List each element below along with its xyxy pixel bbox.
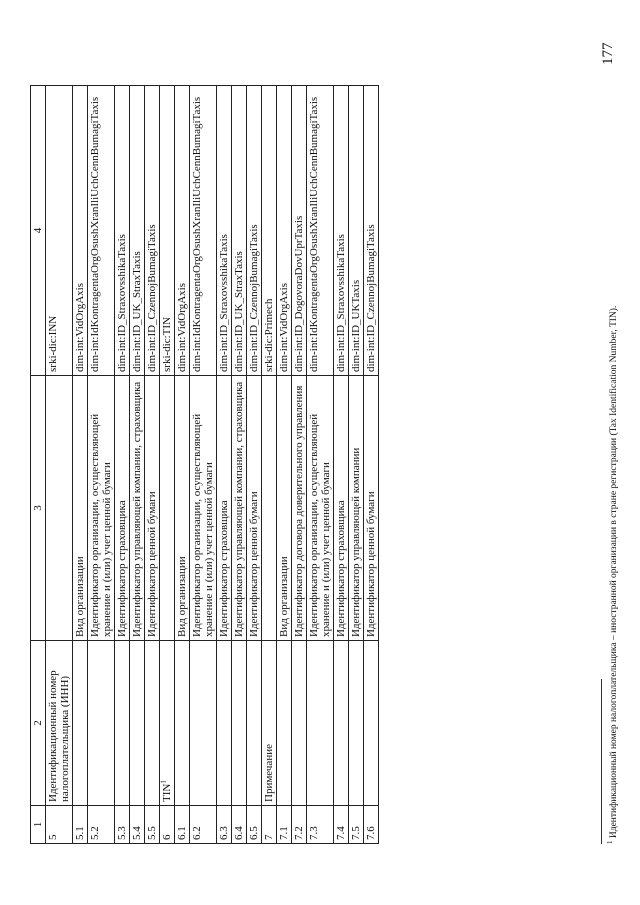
cell-text: srki-dic:TIN <box>161 317 173 372</box>
page-number: 177 <box>600 42 616 65</box>
cell-col-1 <box>307 806 334 844</box>
cell-col-2 <box>217 641 232 806</box>
cell-text: dim-int:VidOrgAxis <box>176 283 188 372</box>
table-row <box>130 86 145 844</box>
cell-col-4 <box>175 86 190 376</box>
cell-text: 6.4 <box>233 826 245 840</box>
cell-text: dim-int:ID_UK_StraxTaxis <box>131 251 143 372</box>
cell-col-1 <box>46 806 73 844</box>
cell-col-1 <box>73 806 88 844</box>
cell-col-1 <box>130 806 145 844</box>
cell-col-4 <box>115 86 130 376</box>
cell-col-2 <box>307 641 334 806</box>
table-row <box>115 86 130 844</box>
cell-text: 5.4 <box>131 826 143 840</box>
cell-col-4 <box>307 86 334 376</box>
cell-text: 6.2 <box>191 826 203 840</box>
cell-text: 5 <box>47 834 59 840</box>
cell-col-4 <box>277 86 292 376</box>
cell-text: 7.6 <box>365 826 377 840</box>
table-row <box>217 86 232 844</box>
cell-col-4 <box>349 86 364 376</box>
cell-col-4 <box>247 86 262 376</box>
cell-col-1 <box>232 806 247 844</box>
cell-text: Вид организации <box>278 556 290 637</box>
cell-col-2 <box>73 641 88 806</box>
cell-col-2 <box>145 641 160 806</box>
table-body <box>31 86 379 844</box>
footnote-ref: 1 <box>159 780 168 784</box>
cell-col-3 <box>277 376 292 641</box>
header-cell-1: 1 <box>31 806 46 844</box>
table-row <box>349 86 364 844</box>
footnote-text: Идентификационный номер налогоплательщика – иностранной организации в стране регистрации (Tax Identification Number, TIN). <box>609 305 620 839</box>
table-row <box>73 86 88 844</box>
cell-col-2 <box>349 641 364 806</box>
cell-text: Вид организации <box>74 556 86 637</box>
cell-col-1 <box>277 806 292 844</box>
table-row <box>277 86 292 844</box>
cell-col-4 <box>145 86 160 376</box>
cell-text: dim-int:ID_DogovoraDovUprTaxis <box>293 215 305 372</box>
cell-col-4 <box>232 86 247 376</box>
cell-col-3 <box>130 376 145 641</box>
table-header-row <box>31 86 46 844</box>
cell-col-2 <box>364 641 379 806</box>
cell-col-3 <box>292 376 307 641</box>
cell-col-2 <box>175 641 190 806</box>
cell-text: dim-int:ID_StraxovsshikaTaxis <box>218 234 230 372</box>
cell-col-4 <box>190 86 217 376</box>
cell-col-2 <box>277 641 292 806</box>
cell-text: TIN <box>161 783 173 802</box>
cell-col-1 <box>217 806 232 844</box>
cell-text: dim-int:VidOrgAxis <box>278 283 290 372</box>
cell-col-2 <box>334 641 349 806</box>
cell-text: dim-int:ID_StraxovsshikaTaxis <box>335 234 347 372</box>
cell-text: Идентификатор организации, осуществляющей хранение и (или) учет ценной бумаги <box>308 413 332 637</box>
header-cell-4: 4 <box>31 86 46 376</box>
table-row <box>88 86 115 844</box>
cell-col-4 <box>88 86 115 376</box>
cell-text: dim-int:IdKontragentaOrgOsushXranIliUchCennBumagiTaxis <box>191 96 203 372</box>
cell-text: 5.1 <box>74 826 86 840</box>
table-row <box>160 86 175 844</box>
cell-col-2 <box>247 641 262 806</box>
cell-text: 6 <box>161 834 173 840</box>
cell-col-3 <box>46 376 73 641</box>
cell-col-2 <box>46 641 73 806</box>
cell-text: srki-dic:Primech <box>263 298 275 372</box>
cell-text: Идентификатор управляющей компании, страховщика <box>131 381 143 637</box>
cell-col-1 <box>334 806 349 844</box>
cell-col-3 <box>160 376 175 641</box>
cell-text: Идентификатор организации, осуществляющей хранение и (или) учет ценной бумаги <box>89 413 113 637</box>
cell-text: Примечание <box>263 744 275 802</box>
footnote <box>606 104 619 844</box>
cell-col-4 <box>262 86 277 376</box>
table-row <box>307 86 334 844</box>
cell-text: Идентификатор страховщика <box>116 500 128 637</box>
cell-col-4 <box>364 86 379 376</box>
cell-col-4 <box>73 86 88 376</box>
cell-text: 6.3 <box>218 826 230 840</box>
cell-col-2 <box>232 641 247 806</box>
cell-text: Вид организации <box>176 556 188 637</box>
cell-col-2 <box>160 641 175 806</box>
header-cell-2: 2 <box>31 641 46 806</box>
cell-col-1 <box>247 806 262 844</box>
table-row <box>364 86 379 844</box>
table-row <box>190 86 217 844</box>
cell-text: 7.2 <box>293 826 305 840</box>
cell-text: dim-int:ID_CzennojBumagiTaxis <box>365 224 377 372</box>
cell-text: Идентификатор ценной бумаги <box>248 491 260 637</box>
cell-col-1 <box>145 806 160 844</box>
cell-col-4 <box>46 86 73 376</box>
cell-text: dim-int:ID_UKTaxis <box>350 279 362 372</box>
cell-col-3 <box>88 376 115 641</box>
cell-text: Идентификатор договора доверительного управления <box>293 385 305 637</box>
cell-col-3 <box>73 376 88 641</box>
table-row <box>145 86 160 844</box>
cell-text: dim-int:ID_CzennojBumagiTaxis <box>146 224 158 372</box>
cell-col-3 <box>307 376 334 641</box>
cell-text: Идентификатор управляющей компании <box>350 447 362 637</box>
footnote-mark: 1 <box>606 840 614 844</box>
cell-text: dim-int:ID_StraxovsshikaTaxis <box>116 234 128 372</box>
cell-col-2 <box>130 641 145 806</box>
cell-col-1 <box>262 806 277 844</box>
cell-col-4 <box>334 86 349 376</box>
cell-col-3 <box>349 376 364 641</box>
cell-col-3 <box>364 376 379 641</box>
cell-text: Идентификатор ценной бумаги <box>365 491 377 637</box>
cell-text: 5.5 <box>146 826 158 840</box>
data-table <box>30 85 379 844</box>
table-row <box>175 86 190 844</box>
table-row <box>247 86 262 844</box>
cell-col-4 <box>292 86 307 376</box>
table-row <box>334 86 349 844</box>
cell-text: 7.3 <box>308 826 320 840</box>
table-row <box>232 86 247 844</box>
cell-col-3 <box>262 376 277 641</box>
cell-text: 5.2 <box>89 826 101 840</box>
table-row <box>46 86 73 844</box>
cell-text: Идентификатор управляющей компании, страховщика <box>233 381 245 637</box>
cell-col-2 <box>190 641 217 806</box>
cell-col-3 <box>145 376 160 641</box>
cell-col-4 <box>160 86 175 376</box>
table-row <box>292 86 307 844</box>
cell-col-3 <box>247 376 262 641</box>
cell-col-3 <box>175 376 190 641</box>
cell-text: dim-int:VidOrgAxis <box>74 283 86 372</box>
cell-text: dim-int:IdKontragentaOrgOsushXranIliUchCennBumagiTaxis <box>89 96 101 372</box>
cell-text: 7.1 <box>278 826 290 840</box>
cell-text: Идентификатор страховщика <box>335 500 347 637</box>
footnote-rule <box>601 679 602 844</box>
cell-text: dim-int:ID_CzennojBumagiTaxis <box>248 224 260 372</box>
cell-text: 6.5 <box>248 826 260 840</box>
cell-col-3 <box>232 376 247 641</box>
cell-col-2 <box>115 641 130 806</box>
cell-text: dim-int:IdKontragentaOrgOsushXranIliUchCennBumagiTaxis <box>308 96 320 372</box>
cell-text: Идентификатор ценной бумаги <box>146 491 158 637</box>
cell-text: Идентификационный номер налогоплательщика (ИНН) <box>47 670 71 802</box>
cell-col-3 <box>217 376 232 641</box>
cell-col-1 <box>190 806 217 844</box>
cell-col-3 <box>190 376 217 641</box>
cell-text: Идентификатор страховщика <box>218 500 230 637</box>
cell-text: 5.3 <box>116 826 128 840</box>
table-row <box>262 86 277 844</box>
cell-text: Идентификатор организации, осуществляющей хранение и (или) учет ценной бумаги <box>191 413 215 637</box>
cell-col-1 <box>175 806 190 844</box>
cell-text: 7.4 <box>335 826 347 840</box>
header-cell-3: 3 <box>31 376 46 641</box>
cell-col-2 <box>292 641 307 806</box>
cell-col-1 <box>349 806 364 844</box>
cell-col-1 <box>88 806 115 844</box>
cell-col-1 <box>160 806 175 844</box>
cell-text: 7 <box>263 834 275 840</box>
cell-col-4 <box>217 86 232 376</box>
cell-col-4 <box>130 86 145 376</box>
cell-col-2 <box>262 641 277 806</box>
cell-col-3 <box>334 376 349 641</box>
cell-col-1 <box>364 806 379 844</box>
cell-col-1 <box>115 806 130 844</box>
cell-text: dim-int:ID_UK_StraxTaxis <box>233 251 245 372</box>
cell-text: 7.5 <box>350 826 362 840</box>
cell-col-2 <box>88 641 115 806</box>
cell-col-3 <box>115 376 130 641</box>
cell-text: 6.1 <box>176 826 188 840</box>
cell-col-1 <box>292 806 307 844</box>
cell-text: srki-dic:INN <box>47 315 59 372</box>
